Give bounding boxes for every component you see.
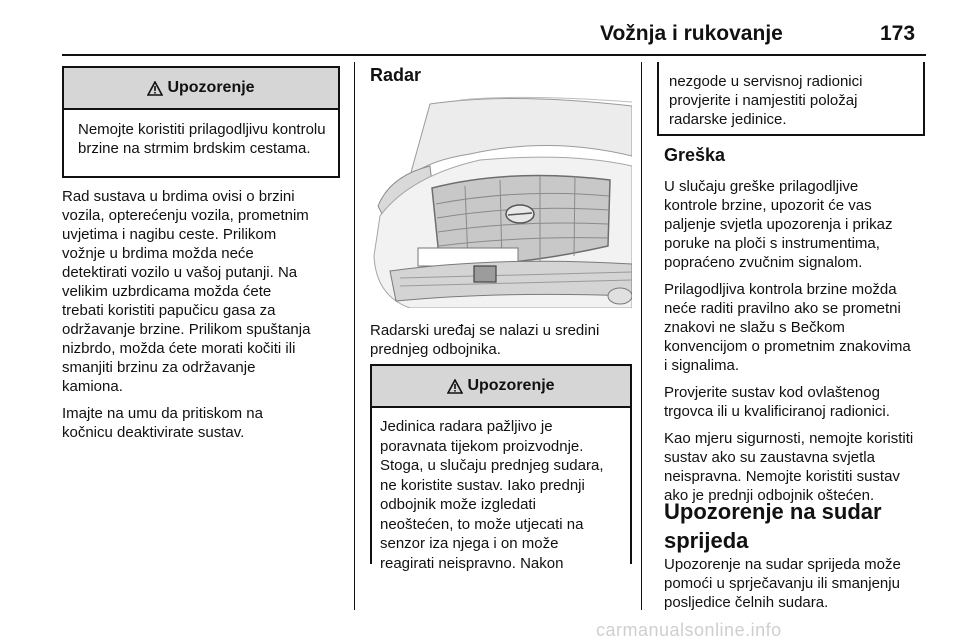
warning-box-hills xyxy=(62,66,340,178)
warning-header xyxy=(372,366,630,408)
car-front-bumper-illustration xyxy=(370,96,632,308)
warning-box-radar-continued xyxy=(657,62,925,136)
warning-text-continued: nezgode u servisnoj radionici provjerite i namjestiti položaj radarske jedinice. xyxy=(669,73,863,128)
paragraph-brake: Imajte na umu da pritiskom na kočnicu deaktivirate sustav. xyxy=(62,405,263,441)
page-number: 173 xyxy=(880,22,916,45)
fault-heading: Greška xyxy=(664,145,726,165)
warning-heading: Upozorenje xyxy=(467,377,555,394)
watermark: carmanualsonline.info xyxy=(596,620,782,640)
radar-caption: Radarski uređaj se nalazi u sredini prednjeg odbojnika. xyxy=(370,322,600,358)
column-1-text xyxy=(62,187,352,450)
paragraph-check-system: Provjerite sustav kod ovlaštenog trgovca ili u kvalificiranoj radionici. xyxy=(664,384,890,420)
warning-triangle-icon xyxy=(147,81,163,96)
paragraph-safety: Kao mjeru sigurnosti, nemojte koristiti sustav ako su zaustavna svjetla neispravna. Nemojte koristiti sustav ako je prednji odbojnik oštećen. xyxy=(664,430,914,504)
radar-heading: Radar xyxy=(370,65,422,85)
section-heading-forward-collision: Upozorenje na sudar sprijeda xyxy=(664,499,882,553)
column-divider-1 xyxy=(354,62,355,610)
paragraph-hills: Rad sustava u brdima ovisi o brzini vozila, opterećenju vozila, prometnim uvjetima i nagibu ceste. Prilikom vožnje u brdima možda neće detektirati vozilo u vašoj putanji. Na velikim uzbrdicama možda ćete trebati koristiti papučicu gasa za održavanje brzine. Prilikom spuštanja nizbrdo, možda ćete morati kočiti ili smanjiti brzinu za održavanje kamiona. xyxy=(62,188,311,395)
column-3-text xyxy=(664,177,934,513)
warning-heading: Upozorenje xyxy=(167,79,255,96)
warning-box-radar xyxy=(370,364,632,572)
paragraph-fault-warning: U slučaju greške prilagodljive kontrole brzine, upozorit će vas paljenje svjetla upozorenja i prikaz poruke na ploči s instrumentima, popraćeno zvučnim signalom. xyxy=(664,178,893,271)
header-rule xyxy=(62,54,926,56)
warning-header xyxy=(64,68,338,110)
warning-text: Nemojte koristiti prilagodljivu kontrolu brzine na strmim brdskim cestama. xyxy=(78,121,326,157)
page-header-title: Vožnja i rukovanje xyxy=(600,22,783,45)
warning-text: Jedinica radara pažljivo je poravnata tijekom proizvodnje. Stoga, u slučaju prednjeg sudara, ne koristite sustav. Iako prednji odbojnik može izgledati neoštećen, to može utjecati na senzor iza njega i on može reagirati neispravno. Nakon xyxy=(380,418,604,572)
warning-triangle-icon xyxy=(447,379,463,394)
paragraph-forward-collision: Upozorenje na sudar sprijeda može pomoći u sprječavanju ili smanjenju posljedice čelnih sudara. xyxy=(664,556,901,611)
paragraph-vienna-convention: Prilagodljiva kontrola brzine možda neće raditi pravilno ako se prometni znakovi ne slažu s Bečkom konvencijom o prometnim znakovima i signalima. xyxy=(664,281,911,374)
column-divider-2 xyxy=(641,62,642,610)
